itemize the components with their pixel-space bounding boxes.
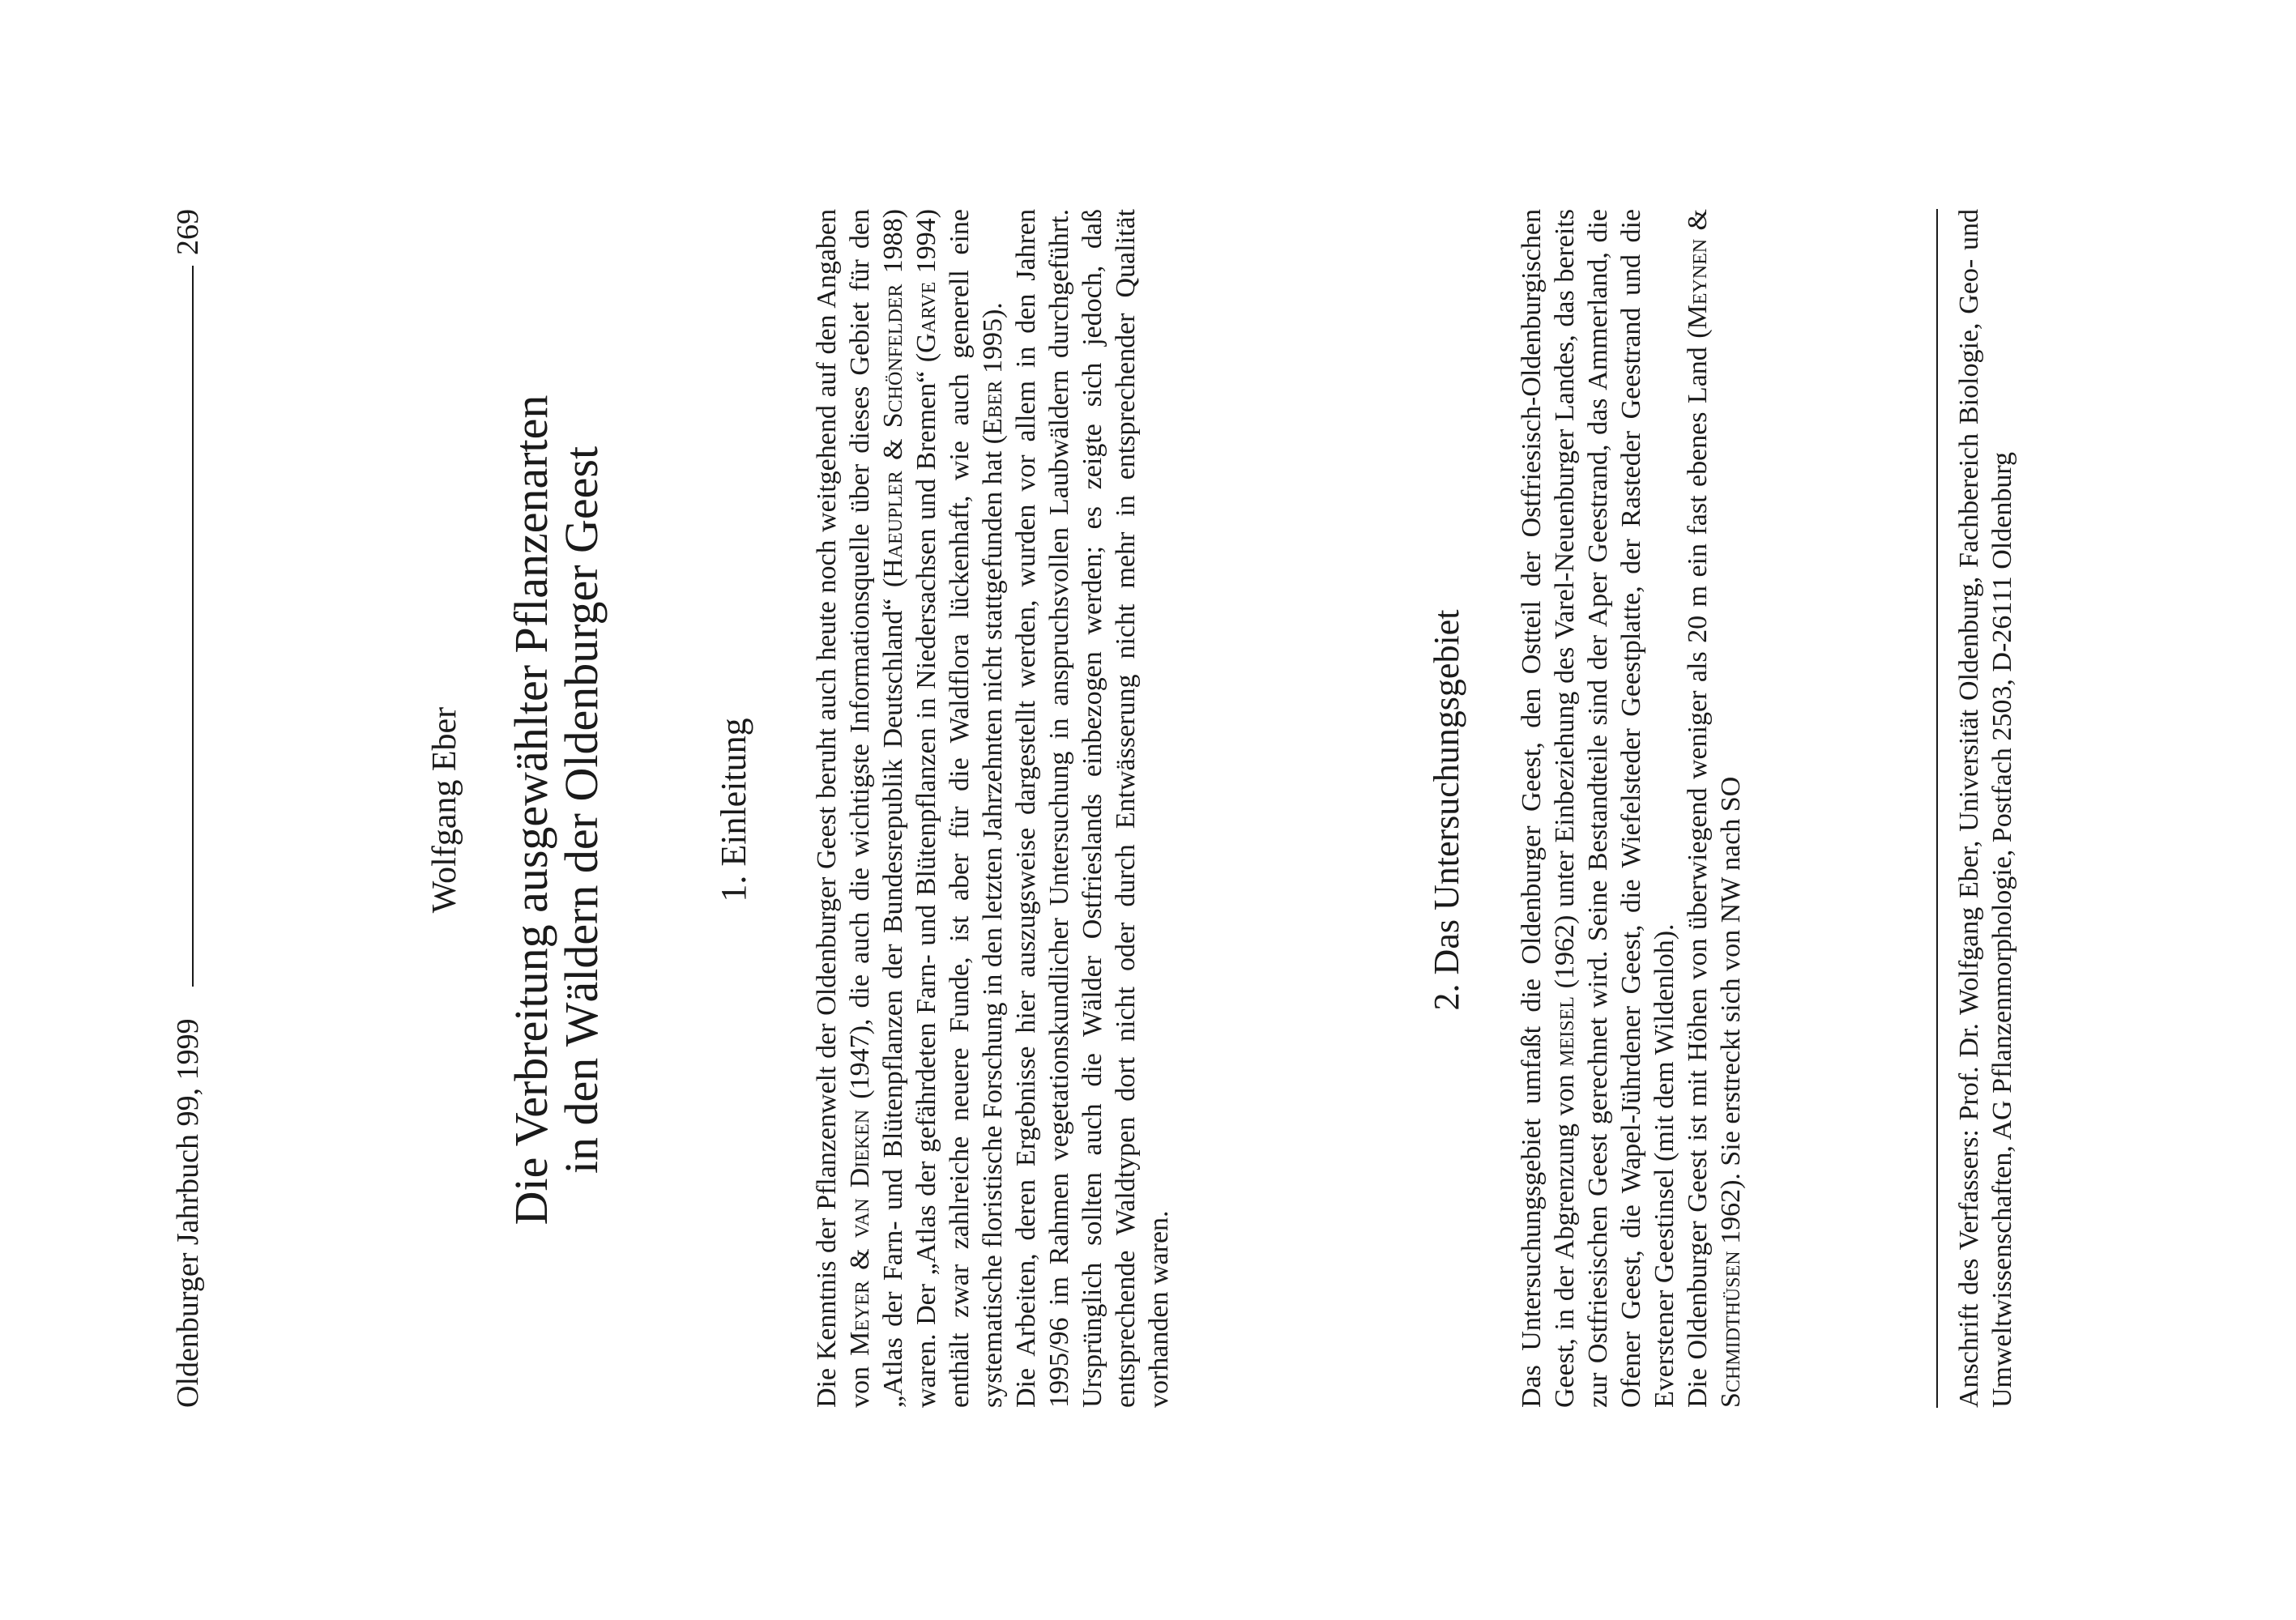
author-name: Wolfgang Eber — [426, 706, 463, 914]
citation: Meynen & Schmidthüsen — [1683, 208, 1746, 1408]
page-number: 269 — [171, 209, 205, 255]
footnote-author-address: Anschrift des Verfassers: Prof. Dr. Wolfgang Eber, Universität Oldenburg, Fachbereich Biologie, Geo- und Umweltwissenschaften, AG Pflanzenmorphologie, Postfach 2503, D-26111 Oldenburg — [1954, 209, 2017, 1408]
article-title — [506, 0, 607, 1620]
paragraph: Die Arbeiten, deren Ergebnisse hier auszugsweise dargestellt werden, wurden vor allem in den Jahren 1995/96 im Rahmen vegetationskundlicher Untersuchung in anspruchsvollen Laubwäldern durchgeführt. Ursprünglich sollten auch die Wälder Ostfrieslands einbezogen werden; es zeigte sich jedoch, daß entsprechende Waldtypen dort nicht oder durch Entwässerung nicht mehr in entsprechender Qualität vorhanden waren. — [1011, 209, 1174, 1408]
title-line-1: Die Verbreitung ausgewählter Pflanzenarten — [505, 394, 557, 1226]
running-head — [170, 209, 211, 1408]
citation: Eber — [978, 380, 1008, 435]
citation: meisel — [1550, 996, 1580, 1067]
citation: Meyer & van Dieken — [845, 1109, 875, 1356]
section-body-introduction — [810, 209, 1176, 1408]
journal-name: Oldenburger Jahrbuch 99, 1999 — [171, 1018, 205, 1408]
section-heading-introduction: 1. Einleitung — [714, 718, 753, 902]
header-rule — [192, 266, 194, 987]
paragraph: Das Untersuchungsgebiet umfaßt die Oldenburger Geest, den Ostteil der Ostfriesisch-Oldenburgischen Geest, in der Abgrenzung von meisel (1962) unter Einbeziehung des Varel-Neuenburger Landes, das bereits zur Ostfriesischen Geest gerechnet wird. Seine Bestandteile sind der Aper Geestrand, das Ammerland, die Ofener Geest, die Wapel-Jührdener Geest, die Wiefelsteder Geestplatte, der Rasteder Geestrand und die Everstener Geestinsel (mit dem Wildenloh). — [1517, 209, 1679, 1408]
title-line-2: in den Wäldern der Oldenburger Geest — [555, 446, 608, 1174]
footnote-rule — [1936, 209, 1938, 1408]
paragraph: Die Kenntnis der Pflanzenwelt der Oldenburger Geest beruht auch heute noch weitgehend auf den Angaben von Meyer & van Dieken (1947), die auch die wichtigste Informationsquelle über dieses Gebiet für den „Atlas der Farn- und Blütenpflanzen der Bundesrepublik Deutschland“ (Haeupler & Schönfelder 1988) waren. Der „Atlas der gefährdeten Farn- und Blütenpflanzen in Niedersachsen und Bremen“ (Garve 1994) enthält zwar zahlreiche neuere Funde, ist aber für die Waldflora lückenhaft, wie auch generell eine systematische floristische Forschung in den letzten Jahrzehnten nicht stattgefunden hat (Eber 1995). — [812, 209, 1008, 1408]
citation: Haeupler & Schönfelder — [878, 284, 908, 578]
section-heading-study-area: 2. Das Untersuchungsgebiet — [1427, 609, 1466, 1011]
paragraph: Die Oldenburger Geest ist mit Höhen von überwiegend weniger als 20 m ein fast ebenes Land (Meynen & Schmidthüsen 1962). Sie erstreckt sich von NW nach SO — [1683, 208, 1746, 1408]
citation: Garve — [911, 281, 941, 353]
section-body-study-area — [1515, 209, 1748, 1408]
